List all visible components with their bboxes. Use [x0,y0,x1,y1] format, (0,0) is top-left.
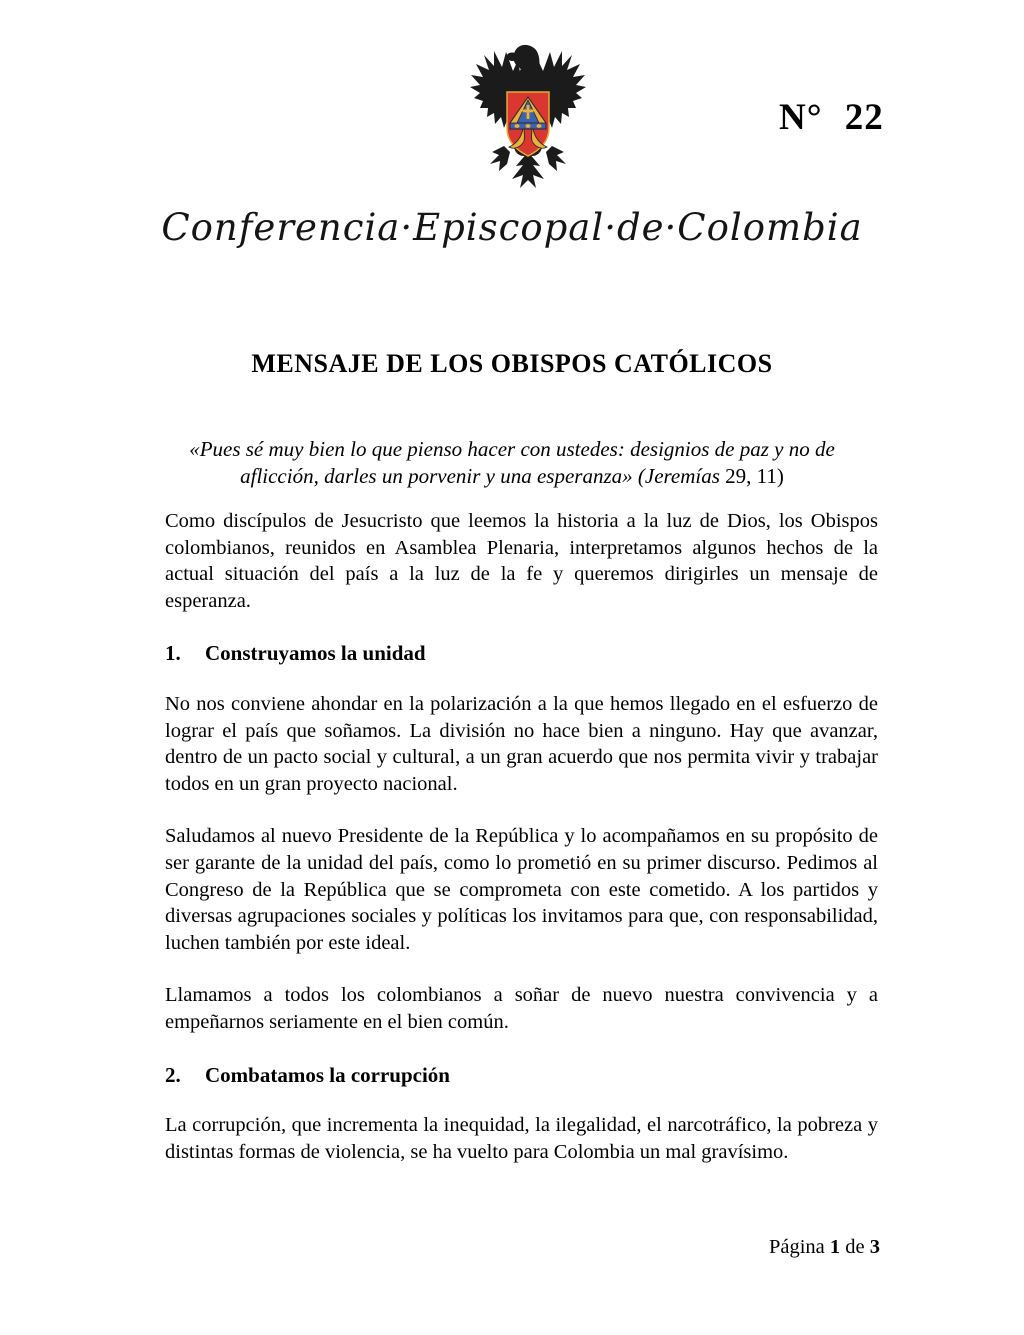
footer-total-pages: 3 [869,1236,880,1258]
section-1-number: 1. [165,641,181,666]
paragraph: La corrupción, que incrementa la inequidad, la ilegalidad, el narcotráfico, la pobreza y distintas formas de violencia, se ha vuelto para Colombia un mal gravísimo. [165,1114,878,1163]
paragraph: Saludamos al nuevo Presidente de la República y lo acompañamos en su propósito de ser garante de la unidad del país, como lo prometió en su primer discurso. Pedimos al Congreso de la República que se comprometa con este cometido. A los partidos y diversas agrupaciones sociales y políticas los invitamos para que, con responsabilidad, luchen también por este ideal. [165,825,878,954]
footer-current-page: 1 [829,1236,841,1258]
section-2-number: 2. [165,1062,181,1087]
epigraph [150,436,874,490]
epigraph-reference: 29, 11) [725,464,784,488]
section-2-title: Combatamos la corrupción [205,1062,450,1087]
footer-separator: de [845,1236,865,1258]
section-1-title: Construyamos la unidad [205,641,426,666]
footer-label: Página [768,1236,825,1258]
mitre-cross-horizontal [523,110,534,113]
section-1-heading [165,640,878,667]
organization-name: Conferencia·Episcopal·de·Colombia [161,206,863,249]
page-footer [769,1236,880,1259]
episcopal-conference-emblem [466,40,590,190]
document-title: MENSAJE DE LOS OBISPOS CATÓLICOS [251,349,773,378]
epigraph-quote: «Pues sé muy bien lo que pienso hacer con ustedes: designios de paz y no de aflicción, darles un porvenir y una esperanza» (Jeremías [189,437,835,488]
section-2-heading [165,1062,878,1089]
intro-paragraph: Como discípulos de Jesucristo que leemos la historia a la luz de Dios, los Obispos colombianos, reunidos en Asamblea Plenaria, interpretamos algunos hechos de la actual situación del país a la luz de la fe y queremos dirigirles un mensaje de esperanza. [165,510,878,612]
document-body [165,508,878,1191]
paragraph: Llamamos a todos los colombianos a soñar de nuevo nuestra convivencia y a empeñarnos seriamente en el bien común. [165,984,878,1033]
paragraph: No nos conviene ahondar en la polarización a la que hemos llegado en el esfuerzo de lograr el país que soñamos. La división no hace bien a ninguno. Hay que avanzar, dentro de un pacto social y cultural, a un gran acuerdo que nos permita vivir y trabajar todos en un gran proyecto nacional. [165,692,878,795]
document-number: N° 22 [779,97,884,138]
eagle-crest-icon [466,40,590,190]
